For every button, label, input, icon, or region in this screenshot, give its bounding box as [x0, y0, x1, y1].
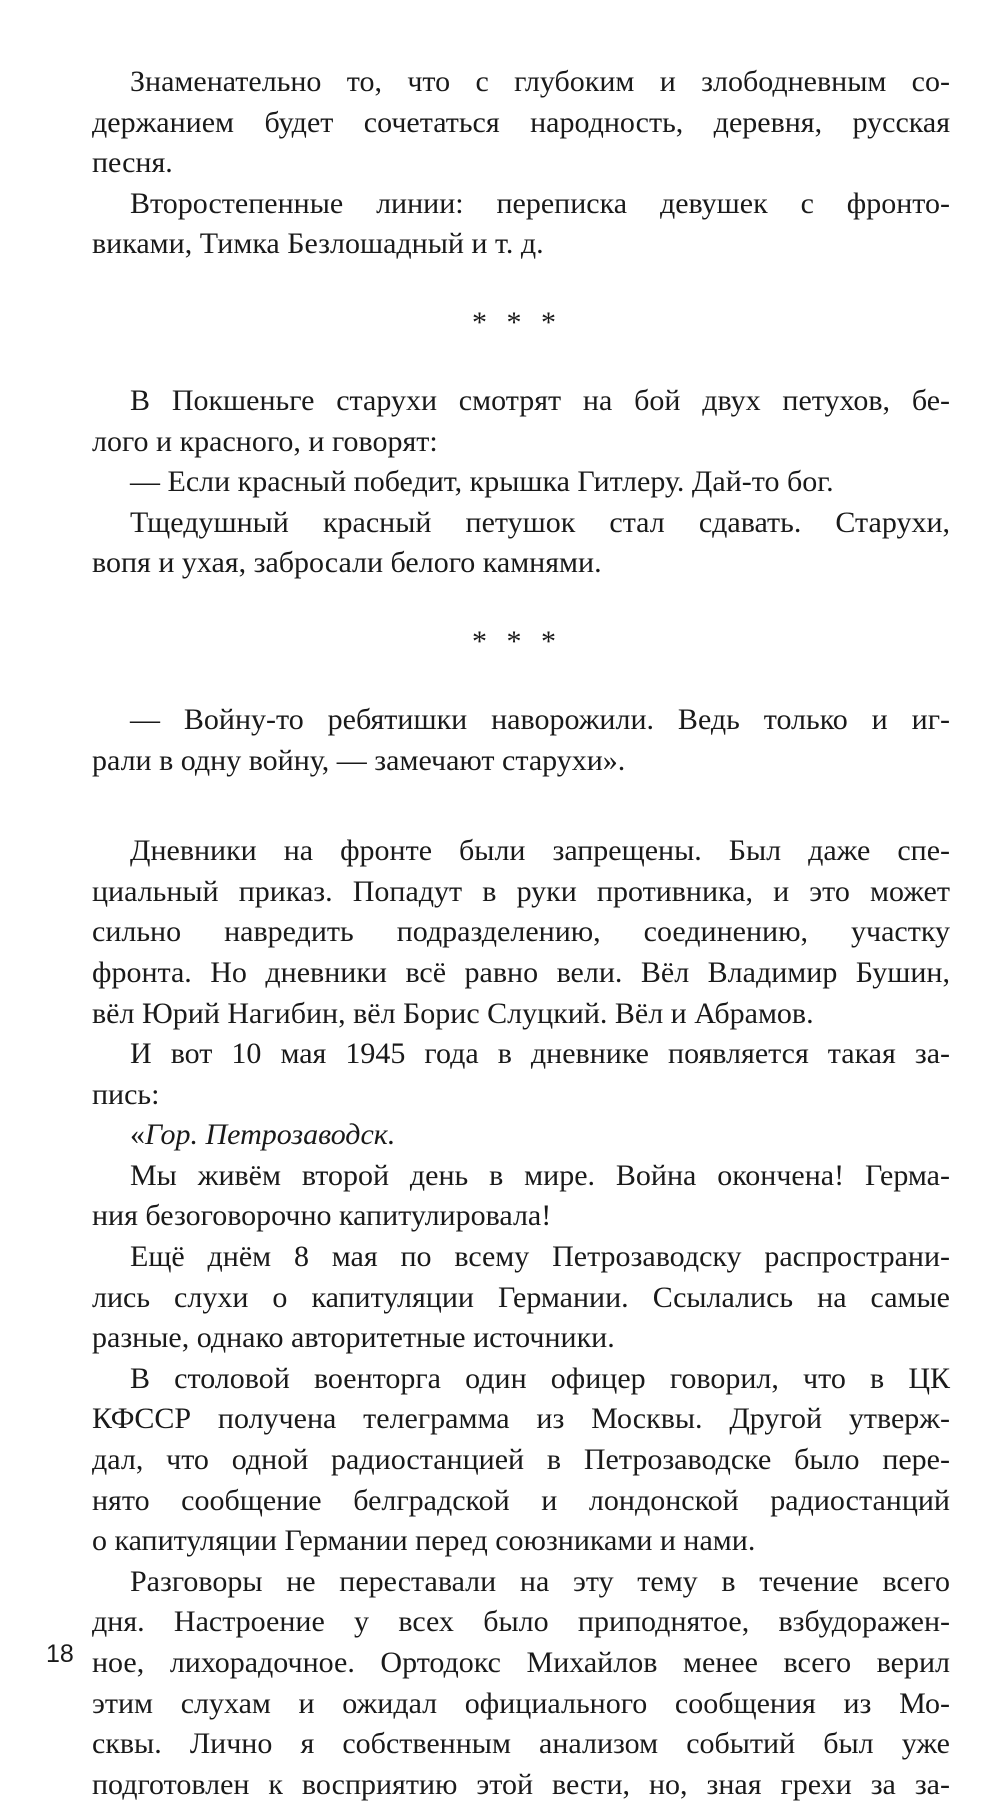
text-line: В столовой военторга один офицер говорил, что в ЦК [130, 1361, 950, 1395]
paragraph-6 [92, 700, 950, 781]
text-line: Ещё днём 8 мая по всему Петрозаводску распространи- [130, 1240, 950, 1274]
text-line: Второстепенные линии: переписка девушек с фронто- [130, 186, 950, 220]
text-line: Тщедушный красный петушок стал сдавать. Старухи, [130, 505, 950, 539]
text-line: В Покшеньге старухи смотрят на бой двух петухов, бе- [130, 383, 950, 417]
text-line [92, 1115, 950, 1156]
text-line: вёл Юрий Нагибин, вёл Борис Слуцкий. Вёл и Абрамов. [92, 996, 814, 1030]
text-line: — Войну-то ребятишки наворожили. Ведь только и иг- [130, 702, 950, 736]
paragraph-12 [92, 1562, 950, 1805]
text-line: пись: [92, 1077, 160, 1111]
text-line: сквы. Лично я собственным анализом событий был уже [92, 1727, 950, 1761]
paragraph-4 [92, 462, 950, 503]
diary-place: Гор. Петрозаводск. [145, 1118, 396, 1152]
text-line: фронта. Но дневники всё равно вели. Вёл Владимир Бушин, [92, 955, 950, 989]
paragraph-3 [92, 381, 950, 462]
text-line: подготовлен к восприятию этой вести, но, зная грехи за за- [92, 1767, 950, 1801]
text-line: Знаменательно то, что с глубоким и злободневным со- [130, 65, 950, 98]
text-line: рали в одну войну, — замечают старухи». [92, 743, 626, 777]
text-line: — Если красный победит, крышка Гитлеру. Дай-то бог. [130, 465, 834, 499]
text-line: И вот 10 мая 1945 года в дневнике появляется такая за- [130, 1037, 950, 1071]
text-line: дня. Настроение у всех было приподнятое, взбудоражен- [92, 1605, 950, 1639]
text-line: держанием будет сочетаться народность, деревня, русская [92, 105, 950, 139]
paragraph-10 [92, 1237, 950, 1359]
paragraph-8 [92, 1034, 950, 1115]
paragraph-1 [92, 62, 950, 184]
text-line: дал, что одной радиостанцией в Петрозаводске было пере- [92, 1443, 950, 1477]
text-line: лись слухи о капитуляции Германии. Ссылались на самые [92, 1280, 950, 1314]
text-line: песня. [92, 146, 173, 180]
text-line: Разговоры не переставали на эту тему в течение всего [130, 1564, 950, 1598]
text-line: виками, Тимка Безлошадный и т. д. [92, 227, 544, 261]
paragraph-5 [92, 503, 950, 584]
text-line: Дневники на фронте были запрещены. Был даже спе- [130, 834, 950, 868]
section-separator: * * * [472, 624, 562, 658]
text-line: этим слухам и ожидал официального сообщения из Мо- [92, 1686, 950, 1720]
paragraph-11 [92, 1359, 950, 1562]
text-line: КФССР получена телеграмма из Москвы. Другой утверж- [92, 1402, 950, 1436]
paragraph-2 [92, 184, 950, 265]
open-quote: « [130, 1118, 145, 1152]
text-line: вопя и ухая, забросали белого камнями. [92, 546, 602, 580]
section-separator: * * * [472, 305, 562, 339]
text-line: Мы живём второй день в мире. Война окончена! Герма- [130, 1158, 950, 1192]
text-line: сильно навредить подразделению, соединению, участку [92, 915, 950, 949]
text-line: ное, лихорадочное. Ортодокс Михайлов менее всего верил [92, 1646, 950, 1679]
text-line: нято сообщение белградской и лондонской радиостанций [92, 1483, 950, 1517]
text-line: ния безоговорочно капитулировала! [92, 1199, 552, 1233]
page-text [92, 62, 950, 1805]
text-line: разные, однако авторитетные источники. [92, 1321, 615, 1355]
paragraph-9 [92, 1156, 950, 1237]
text-line: о капитуляции Германии перед союзниками и нами. [92, 1524, 756, 1558]
text-line: лого и красного, и говорят: [92, 424, 438, 458]
text-line: циальный приказ. Попадут в руки противника, и это может [92, 874, 950, 908]
page-number: 18 [46, 1640, 74, 1668]
diary-heading [92, 1115, 950, 1156]
paragraph-7 [92, 831, 950, 1034]
